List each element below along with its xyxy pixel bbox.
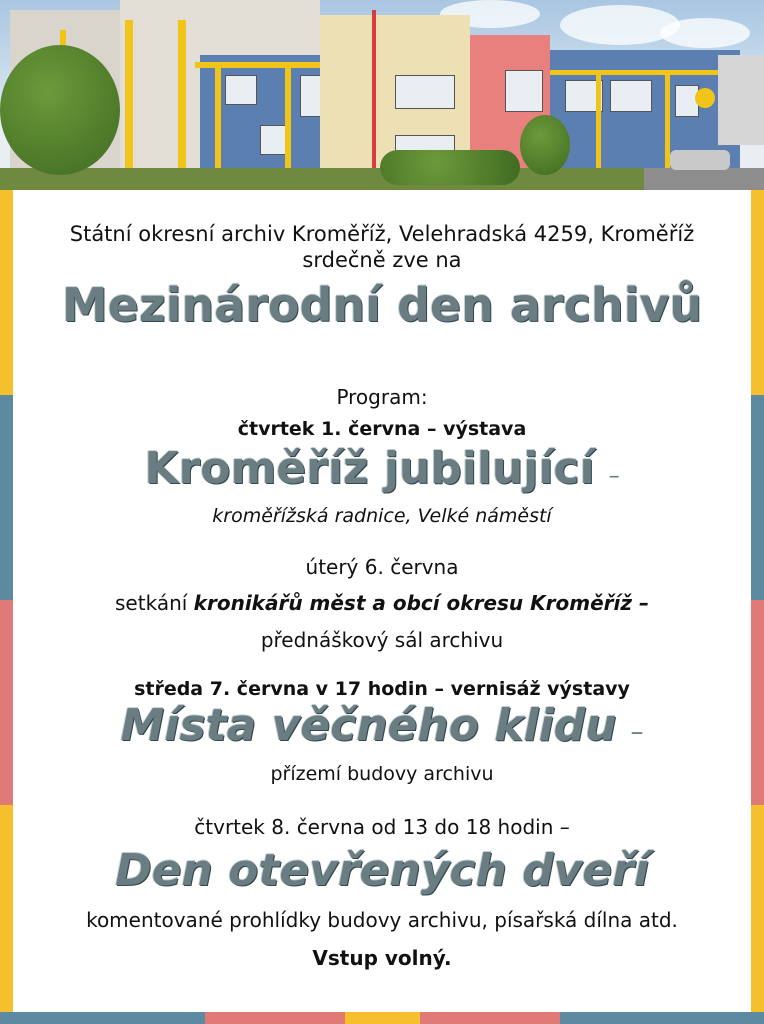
event2-date: úterý 6. června: [305, 555, 459, 579]
event1-title-line: [14, 443, 750, 494]
archive-building-photo: [0, 0, 764, 190]
event1-date: čtvrtek 1. června – výstava: [237, 418, 527, 440]
event2-prefix: setkání: [115, 591, 194, 615]
program-label: Program:: [336, 385, 428, 409]
event1-dash: –: [608, 464, 620, 489]
main-title: Mezinárodní den archivů: [61, 278, 703, 332]
organizer-address: Státní okresní archiv Kroměříž, Velehradská 4259, Kroměříž: [69, 222, 695, 246]
event2-place: přednáškový sál archivu: [260, 628, 504, 652]
event3-place: přízemí budovy archivu: [270, 763, 494, 785]
event3-title-line: [14, 700, 750, 751]
event4-date: čtvrtek 8. června od 13 do 18 hodin –: [194, 815, 570, 839]
event4-title: Den otevřených dveří: [115, 845, 649, 896]
invite-line: srdečně zve na: [302, 248, 462, 272]
event2-desc: [14, 591, 750, 615]
event1-title: Kroměříž jubilující: [144, 443, 595, 494]
event2-bold: kronikářů měst a obcí okresu Kroměříž –: [193, 591, 649, 615]
event3-dash: –: [630, 717, 644, 747]
entry-free: Vstup volný.: [312, 946, 452, 970]
event4-desc: komentované prohlídky budovy archivu, písařská dílna atd.: [86, 908, 678, 932]
event3-title: Místa věčného klidu: [120, 700, 617, 751]
event3-date: středa 7. června v 17 hodin – vernisáž výstavy: [134, 678, 630, 700]
event1-place: kroměřížská radnice, Velké náměstí: [212, 505, 552, 527]
